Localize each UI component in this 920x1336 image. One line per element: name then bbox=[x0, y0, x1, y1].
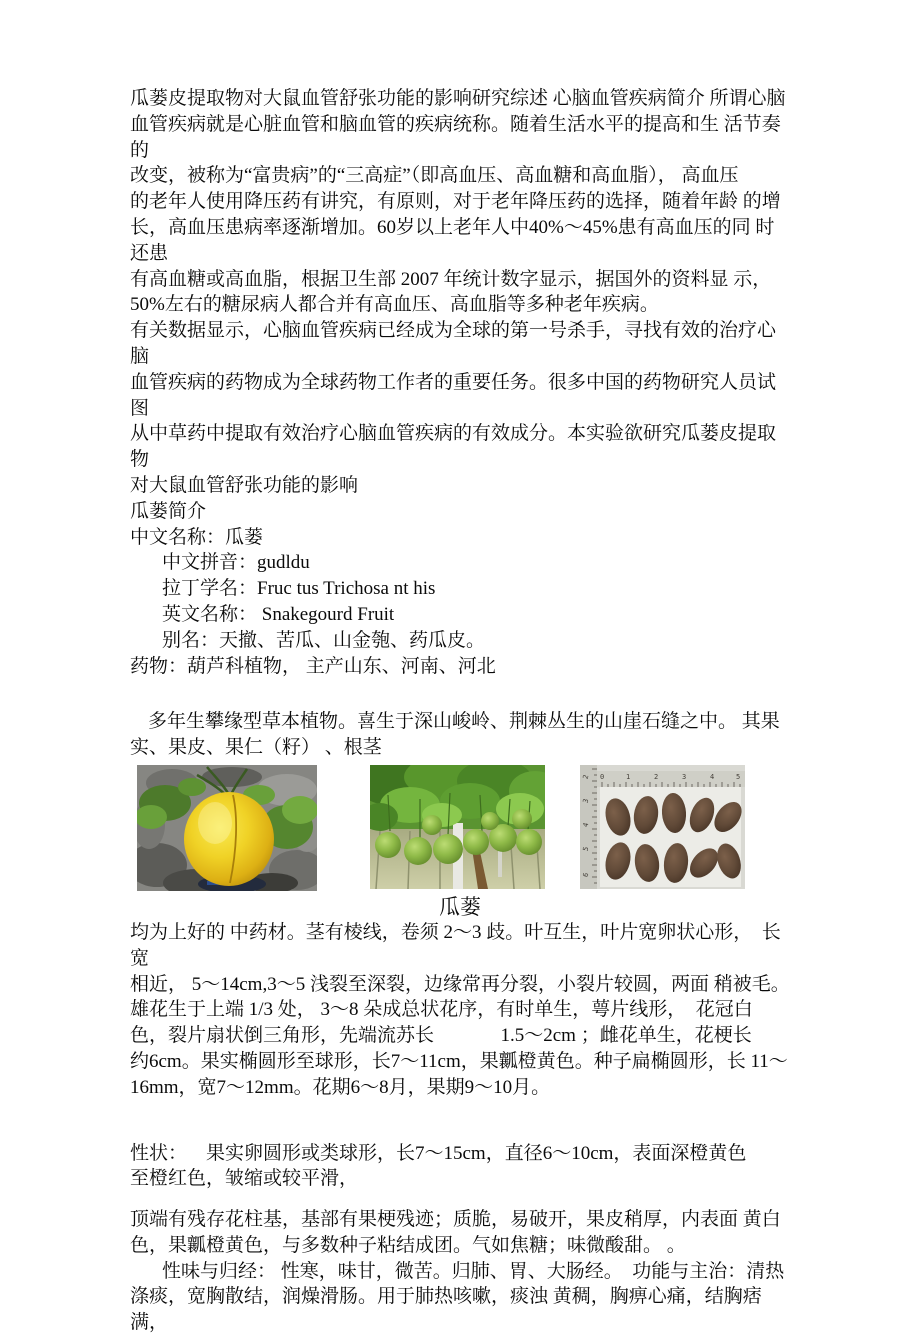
text-line: 雄花生于上端 1/3 处， 3〜8 朵成总状花序，有时单生，萼片线形， 花冠白 bbox=[130, 999, 753, 1021]
ruler-left-label: 5 bbox=[581, 845, 591, 852]
photo-gourds-on-trellis bbox=[370, 765, 545, 889]
title-line: 瓜蒌皮提取物对大鼠血管舒张功能的影响研究综述 心脑血管疾病简介 所谓心脑 bbox=[130, 88, 786, 109]
section-heading: 瓜蒌简介 bbox=[130, 500, 207, 522]
text-line: 血管疾病的药物成为全球药物工作者的重要任务。很多中国的药物研究人员试图 bbox=[130, 371, 777, 419]
photo-seeds-with-ruler bbox=[580, 765, 745, 889]
ruler-left-label: 6 bbox=[581, 871, 591, 878]
text-line: 长，高血压患病率逐渐增加。60岁以上老年人中40%〜45%患有高血压的同 时还患 bbox=[130, 216, 775, 264]
text-line: 至橙红色，皱缩或较平滑， bbox=[130, 1168, 359, 1190]
field-aliases: 别名：天撤、苦瓜、山金匏、药瓜皮。 bbox=[162, 629, 486, 651]
photo-caption: 瓜蒌 bbox=[439, 894, 481, 919]
text-line: 色，裂片扇状倒三角形，先端流苏长 1.5〜2cm ；雌花单生，花梗长 bbox=[130, 1025, 752, 1047]
text-line: 的老年人使用降压药有讲究，有原则，对于老年降压药的选择，随着年龄 的增 bbox=[130, 191, 781, 213]
text-line: 均为上好的 中药材。茎有棱线，卷须 2〜3 歧。叶互生，叶片宽卵状心形， 长宽 bbox=[130, 921, 781, 969]
seeds-with-ruler-image bbox=[580, 765, 745, 889]
ruler-top-label: 4 bbox=[710, 772, 715, 781]
text-line: 从中草药中提取有效治疗心脑血管疾病的有效成分。本实验欲研究瓜蒌皮提取物 bbox=[130, 423, 777, 471]
field-chinese-name: 中文名称：瓜蒌 bbox=[130, 526, 264, 548]
text-line: 相近， 5〜14cm,3〜5 浅裂至深裂，边缘常再分裂，小裂片较圆，两面 稍被毛。 bbox=[130, 973, 790, 995]
text-line: 涤痰，宽胸散结，润燥滑肠。用于肺热咳嗽，痰浊 黄稠，胸痹心痛，结胸痞满， bbox=[130, 1286, 762, 1334]
text-line: 实、果皮、果仁（籽） 、根茎 bbox=[130, 737, 382, 759]
ruler-left-label: 4 bbox=[581, 821, 591, 828]
text-line: 性味与归经： 性寒，味甘，微苦。归肺、胃、大肠经。 功能与主治：清热 bbox=[162, 1260, 785, 1282]
photo-fruit-on-rocks bbox=[137, 765, 317, 891]
text-line: 有关数据显示，心脑血管疾病已经成为全球的第一号杀手，寻找有效的治疗心脑 bbox=[130, 320, 777, 367]
field-latin-name: 拉丁学名：Fruc tus Trichosa nt his bbox=[162, 578, 436, 600]
text-line: 约6cm。果实椭圆形至球形，长7〜11cm，果瓤橙黄色。种子扁椭圆形，长 11〜 bbox=[130, 1050, 788, 1072]
ruler-left-label: 3 bbox=[581, 797, 591, 804]
text-line: 色，果瓤橙黄色，与多数种子粘结成团。气如焦糖；味微酸甜。 。 bbox=[130, 1234, 686, 1256]
ruler-top-label: 1 bbox=[626, 772, 631, 781]
field-english-name: 英文名称： Snakegourd Fruit bbox=[162, 603, 395, 625]
text-line: 16mm，宽7〜12mm。花期6〜8月，果期9〜10月。 bbox=[130, 1076, 551, 1098]
field-drug-source: 药物：葫芦科植物， 主产山东、河南、河北 bbox=[130, 655, 496, 677]
text-line: 性状： 果实卵圆形或类球形，长7〜15cm，直径6〜10cm，表面深橙黄色 bbox=[130, 1142, 747, 1164]
gourds-on-trellis-image bbox=[370, 765, 545, 889]
text-line: 顶端有残存花柱基，基部有果梗残迹；质脆，易破开，果皮稍厚，内表面 黄白 bbox=[130, 1209, 781, 1231]
field-pinyin: 中文拼音：gudldu bbox=[162, 552, 310, 574]
text-line: 对大鼠血管舒张功能的影响 bbox=[130, 474, 359, 496]
ruler-top-label: 3 bbox=[682, 772, 687, 781]
ruler-left-label: 2 bbox=[581, 773, 591, 780]
text-line: 有高血糖或高血脂，根据卫生部 2007 年统计数字显示，据国外的资料显 示， bbox=[130, 268, 772, 290]
ruler-top-label: 2 bbox=[654, 772, 659, 781]
blank-gap bbox=[130, 679, 790, 709]
fruit-on-rocks-image bbox=[137, 765, 317, 891]
photo-row bbox=[130, 765, 790, 891]
ruler-top-label: 0 bbox=[600, 772, 605, 781]
text-line: 多年生攀缘型草本植物。喜生于深山峻岭、荆棘丛生的山崖石缝之中。 其果 bbox=[148, 711, 780, 733]
blank-gap bbox=[130, 1192, 790, 1207]
ruler-top-label: 5 bbox=[736, 772, 741, 781]
blank-gap bbox=[130, 1101, 790, 1141]
text-line: 50%左右的糖尿病人都合并有高血压、高血脂等多种老年疾病。 bbox=[130, 294, 659, 316]
text-line: 血管疾病就是心脏血管和脑血管的疾病统称。随着生活水平的提高和生 活节奏的 bbox=[130, 113, 781, 161]
text-line: 改变，被称为“富贵病”的“三高症”（即高血压、高血糖和高血脂）， 高血压 bbox=[130, 165, 739, 187]
